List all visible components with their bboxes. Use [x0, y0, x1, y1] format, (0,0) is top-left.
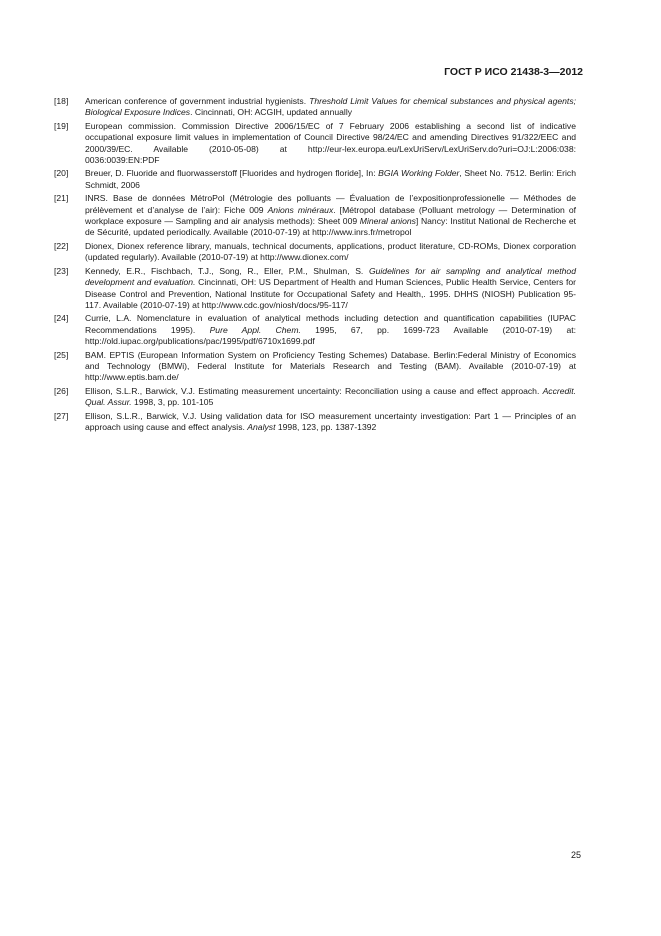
reference-text-segment: European commission. Commission Directive 2006/15/EC of 7 February 2006 establishing a second list of indicative occupational exposure limit values in implementation of Council Directive 98/24/EC and amending Directives 91/322/EEC and 2000/39/EC. Available (2010-05-08) at http://eur-lex.europa.eu/LexUriServ/LexUriServ.do?uri=OJ:L:2006:038: 0036:0039:EN:PDF: [85, 120, 576, 166]
reference-entry: [54, 386, 576, 409]
reference-text-segment: Dionex, Dionex reference library, manuals, technical documents, applications, product literature, CD-ROMs, Dionex corporation (updated regularly). Available (2010-07-19) at http://www.dionex.com/: [85, 240, 576, 263]
reference-entry: [54, 350, 576, 384]
reference-text: [85, 313, 576, 347]
reference-text-segment: American conference of government industrial hygienists.: [85, 96, 310, 106]
reference-number: [25]: [54, 349, 69, 360]
reference-text-segment: . Cincinnati, OH: ACGIH, updated annually: [190, 107, 353, 118]
reference-text: [85, 241, 576, 264]
reference-text-segment: Currie, L.A. Nomenclature in evaluation of analytical methods including detection and quantification capabilities (IUPAC Recommendations 1995).: [85, 313, 576, 335]
reference-entry: [54, 313, 576, 347]
reference-text: [85, 193, 576, 239]
reference-title-italic: Pure Appl. Chem.: [209, 324, 301, 335]
document-header-title: ГОСТ Р ИСО 21438-3—2012: [444, 66, 583, 78]
reference-entry: [54, 266, 576, 312]
reference-entry: [54, 96, 576, 119]
reference-text: [85, 266, 576, 312]
reference-text-segment: 1995, 67, pp. 1699-723 Available (2010-07-19) at: http://old.iupac.org/publications/pac/1995/pdf/6710x1699.pdf: [85, 324, 577, 347]
reference-text-segment: Ellison, S.L.R., Barwick, V.J. Using validation data for ISO measurement uncertainty investigation: Part 1 — Principles of an approach using cause and effect analysis.: [85, 410, 576, 432]
reference-text-segment: Kennedy, E.R., Fischbach, T.J., Song, R., Eller, P.M., Shulman, S.: [85, 265, 369, 276]
reference-entry: [54, 193, 576, 239]
reference-number: [26]: [54, 385, 69, 396]
reference-title-italic: Threshold Limit Values for chemical substances and physical agents; Biological Exposure Indices: [85, 96, 576, 118]
reference-text-segment: ] Nancy: Institut National de Recherche et de Sécurité, updated periodically. Available (2010-07-19) at http://www.inrs.fr/metropol: [85, 216, 577, 238]
reference-number: [21]: [54, 193, 69, 204]
reference-title-italic: Anions minéraux: [267, 204, 334, 215]
reference-entry: [54, 411, 576, 434]
reference-number: [19]: [54, 120, 69, 131]
reference-text-segment: . [Métropol database (Polluant metrology — Determination of workplace exposure — Sampling and air analysis methods): Sheet 009: [85, 204, 576, 227]
reference-text: [85, 168, 576, 191]
reference-text-segment: Breuer, D. Fluoride and fluorwasserstoff [Fluorides and hydrogen floride], In:: [85, 168, 379, 179]
reference-text-segment: Ellison, S.L.R., Barwick, V.J. Estimating measurement uncertainty: Reconciliation using a cause and effect approach.: [85, 385, 543, 396]
reference-number: [23]: [54, 265, 69, 276]
reference-text: [85, 350, 576, 384]
reference-text-segment: BAM. EPTIS (European Information System on Proficiency Testing Schemes) Database. Berlin:Federal Ministry of Economics and Technology (BMWi), Federal Institute for Materials Research and Testing (BAM). Available (2010-07-19) at http://www.eptis.bam.de/: [85, 349, 576, 383]
reference-number: [27]: [54, 410, 69, 421]
reference-text: [85, 121, 576, 167]
reference-number: [18]: [54, 96, 69, 106]
reference-list: [54, 96, 576, 435]
reference-text-segment: Cincinnati, OH: US Department of Health and Human Sciences, Public Health Service, Centers for Disease Control and Prevention, National Institute for Occupational Safety and Health,. 1995. DHHS (NIOSH) Publication 95-117. Available (2010-07-19) at http://www.cdc.gov/niosh/docs/95-117/: [85, 277, 576, 310]
reference-text-segment: 1998, 123, pp. 1387-1392: [275, 421, 377, 432]
reference-text-segment: 1998, 3, pp. 101-105: [131, 397, 214, 408]
reference-title-italic: Mineral anions: [359, 216, 416, 227]
reference-text: [85, 96, 576, 119]
reference-entry: [54, 241, 576, 264]
reference-title-italic: Accredit. Qual. Assur.: [85, 385, 576, 408]
reference-entry: [54, 121, 576, 167]
reference-entry: [54, 168, 576, 191]
reference-text-segment: , Sheet No. 7512. Berlin: Erich Schmidt, 2006: [85, 168, 576, 190]
reference-text: [85, 411, 576, 434]
reference-text-segment: INRS. Base de données MétroPol (Métrologie des polluants — Évaluation de l’expositionprofessionelle — Méthodes de prélèvement et d’analyse de l’air): Fiche 009: [85, 193, 576, 215]
reference-number: [20]: [54, 168, 69, 179]
reference-number: [22]: [54, 240, 69, 251]
reference-number: [24]: [54, 313, 69, 324]
reference-title-italic: Analyst: [247, 421, 276, 432]
reference-title-italic: BGIA Working Folder: [378, 168, 460, 179]
reference-title-italic: Guidelines for air sampling and analytical method development and evaluation.: [85, 265, 576, 288]
page-number: 25: [571, 850, 582, 860]
reference-text: [85, 386, 576, 409]
